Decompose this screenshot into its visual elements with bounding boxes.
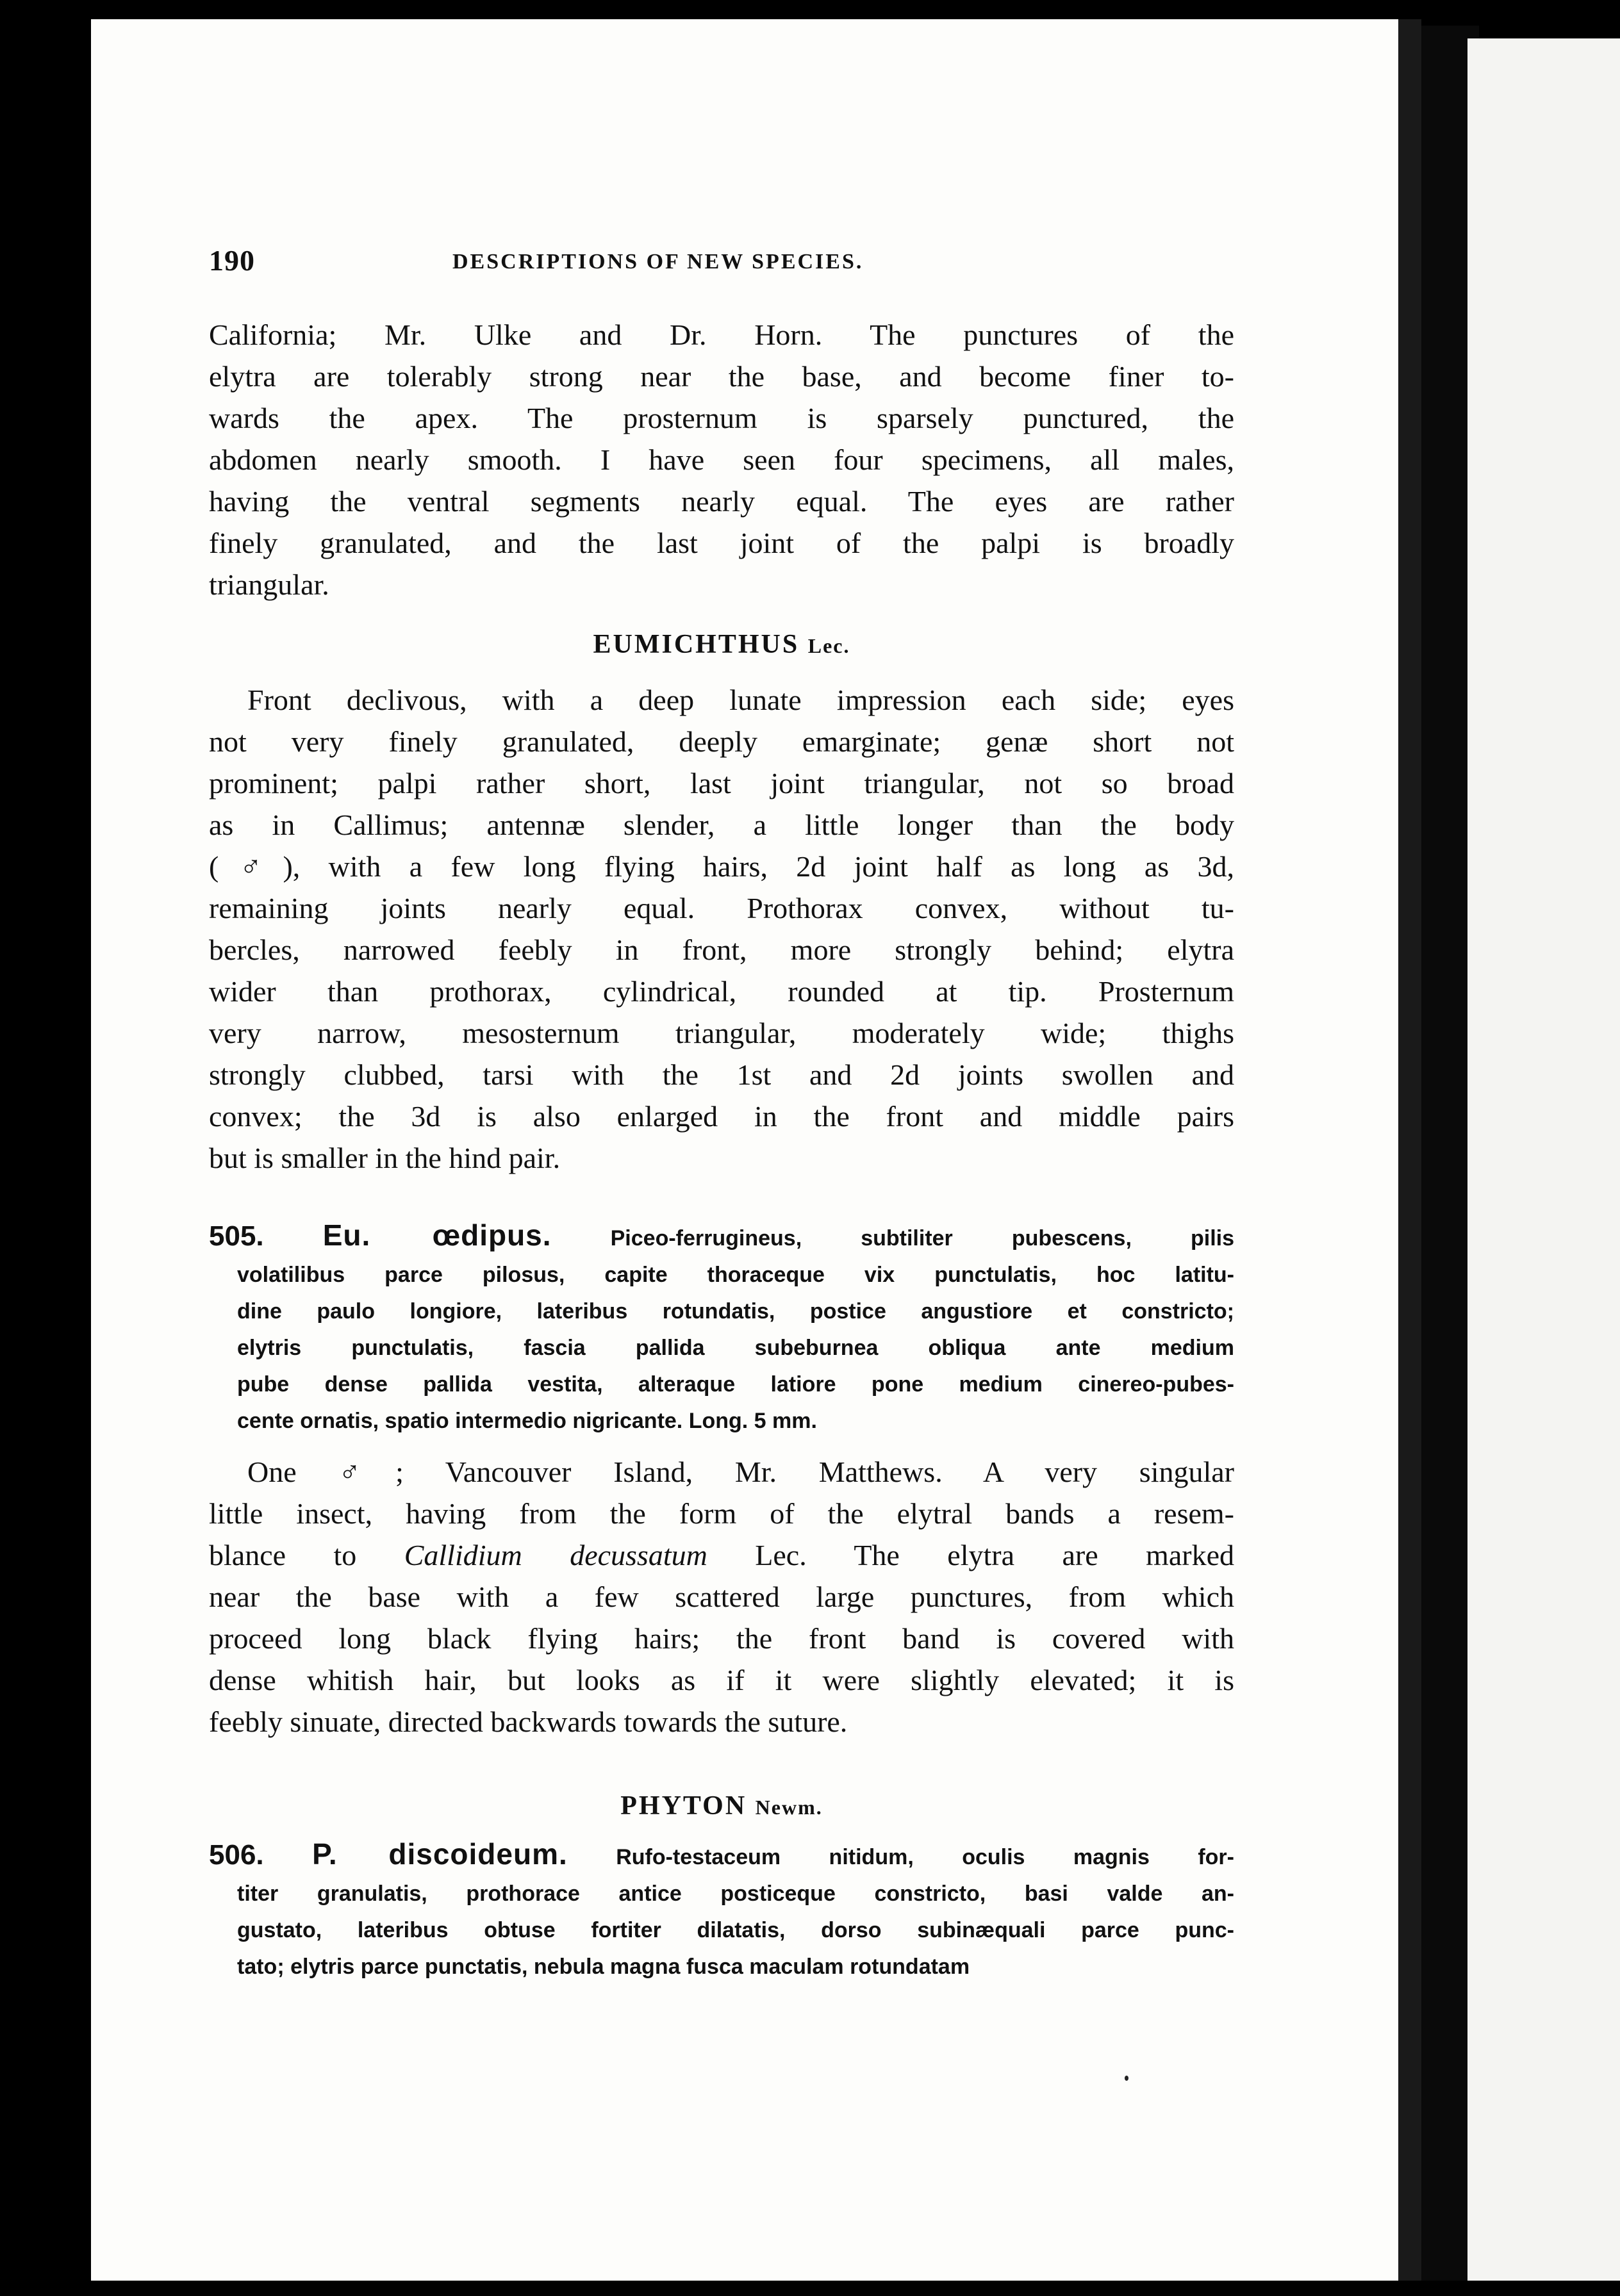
text-line: convex; the 3d is also enlarged in the front and middle pairs <box>209 1100 1234 1133</box>
adjacent-page-edge <box>1467 38 1620 2281</box>
text-line <box>209 1836 1234 1876</box>
diagnosis-text: Piceo-ferrugineus, subtiliter pubescens, pilis <box>610 1226 1234 1250</box>
text-line: (♂), with a few long flying hairs, 2d joint half as long as 3d, <box>209 850 1234 883</box>
species-506-diagnosis <box>209 1836 1234 1985</box>
text-line: California; Mr. Ulke and Dr. Horn. The punctures of the <box>209 318 1234 351</box>
text-line: elytris punctulatis, fascia pallida subeburnea obliqua ante medium <box>237 1336 1234 1360</box>
text-line: as in Callimus; antennæ slender, a little longer than the body <box>209 808 1234 841</box>
genus-author: Lec. <box>807 634 850 657</box>
text-line: having the ventral segments nearly equal. The eyes are rather <box>209 485 1234 518</box>
text-line: cente ornatis, spatio intermedio nigricante. Long. 5 mm. <box>237 1409 817 1433</box>
species-name: P. discoideum. <box>312 1837 568 1871</box>
text-line: wards the apex. The prosternum is sparsely punctured, the <box>209 402 1234 434</box>
genus-heading-phyton <box>209 1791 1234 1821</box>
text-line: pube dense pallida vestita, alteraque latiore pone medium cinereo-pubes- <box>237 1372 1234 1397</box>
text-line: dense whitish hair, but looks as if it were slightly elevated; it is <box>209 1664 1234 1696</box>
page-header <box>209 243 1234 282</box>
text-line <box>209 1217 1234 1257</box>
text-line: dine paulo longiore, lateribus rotundatis, postice angustiore et constricto; <box>237 1299 1234 1324</box>
text-line: very narrow, mesosternum triangular, moderately wide; thighs <box>209 1017 1234 1049</box>
text-fragment: Lec. The elytra are marked <box>707 1539 1234 1571</box>
text-line: prominent; palpi rather short, last joint triangular, not so broad <box>209 767 1234 800</box>
genus-heading-eumichthus <box>209 629 1234 660</box>
text-line: Front declivous, with a deep lunate impression each side; eyes <box>247 684 1234 716</box>
text-line: finely granulated, and the last joint of the palpi is broadly <box>209 527 1234 559</box>
text-line: proceed long black flying hairs; the front band is covered with <box>209 1622 1234 1655</box>
text-line: titer granulatis, prothorace antice posticeque constricto, basi valde an- <box>237 1882 1234 1906</box>
diagnosis-text: Rufo-testaceum nitidum, oculis magnis for- <box>616 1845 1234 1869</box>
text-line <box>209 1534 1234 1576</box>
text-line: bercles, narrowed feebly in front, more strongly behind; elytra <box>209 933 1234 966</box>
genus-description <box>209 679 1234 1179</box>
text-line: not very finely granulated, deeply emarginate; genæ short not <box>209 725 1234 758</box>
running-title: DESCRIPTIONS OF NEW SPECIES. <box>452 250 864 274</box>
text-line: One ♂; Vancouver Island, Mr. Matthews. A very singular <box>247 1456 1234 1488</box>
specks <box>1125 2076 1128 2081</box>
text-line: elytra are tolerably strong near the base, and become finer to- <box>209 360 1234 393</box>
text-line: wider than prothorax, cylindrical, rounded at tip. Prosternum <box>209 975 1234 1008</box>
page-number: 190 <box>209 244 255 277</box>
text-line: but is smaller in the hind pair. <box>209 1142 561 1174</box>
text-line: strongly clubbed, tarsi with the 1st and 2d joints swollen and <box>209 1058 1234 1091</box>
species-number: 506. <box>209 1839 264 1871</box>
species-505-diagnosis <box>209 1217 1234 1439</box>
text-line: feebly sinuate, directed backwards towards the suture. <box>209 1705 848 1738</box>
text-line: triangular. <box>209 568 329 601</box>
text-line: volatilibus parce pilosus, capite thoraceque vix punctulatis, hoc latitu- <box>237 1263 1234 1287</box>
species-name: Eu. œdipus. <box>322 1218 552 1252</box>
text-line: tato; elytris parce punctatis, nebula magna fusca maculam rotundatam <box>237 1955 970 1979</box>
continuation-paragraph <box>209 314 1234 605</box>
text-line: abdomen nearly smooth. I have seen four specimens, all males, <box>209 443 1234 476</box>
text-line: little insect, having from the form of the elytral bands a resem- <box>209 1497 1234 1530</box>
text-line: gustato, lateribus obtuse fortiter dilatatis, dorso subinæquali parce punc- <box>237 1918 1234 1942</box>
genus-name: EUMICHTHUS <box>593 630 800 659</box>
text-fragment: blance to <box>209 1539 404 1571</box>
genus-name: PHYTON <box>620 1791 747 1821</box>
text-line: remaining joints nearly equal. Prothorax convex, without tu- <box>209 892 1234 924</box>
italic-taxon: Callidium decussatum <box>404 1539 707 1571</box>
species-505-remarks <box>209 1451 1234 1742</box>
text-line: near the base with a few scattered large punctures, from which <box>209 1580 1234 1613</box>
species-number: 505. <box>209 1220 264 1252</box>
genus-author: Newm. <box>755 1796 823 1819</box>
